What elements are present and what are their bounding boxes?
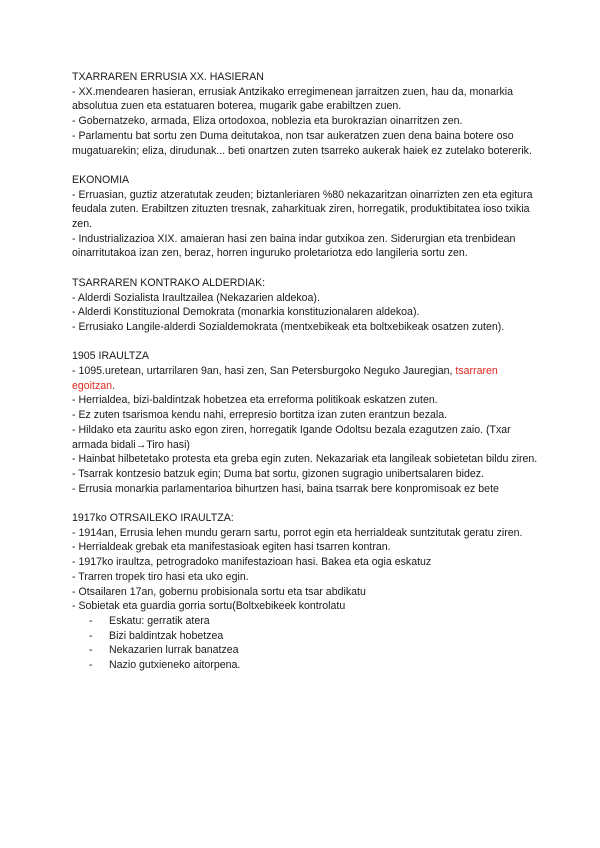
paragraph: - Sobietak eta guardia gorria sortu(Boltxebikeek kontrolatu xyxy=(72,600,346,613)
paragraph: - Hildako eta zauritu asko egon ziren, horregatik Igande Odoltsu bezala ezagutzen zaio. (Txar armada bidali→Tiro hasi) xyxy=(72,423,511,451)
section-1905-iraultza xyxy=(72,349,542,496)
list-item: - Nazio gutxieneko aitorpena. xyxy=(89,658,542,673)
section-heading: 1905 IRAULTZA xyxy=(72,350,149,363)
paragraph-with-highlight xyxy=(72,364,542,393)
paragraph: - 1914an, Errusia lehen mundu gerarn sartu, porrot egin eta herrialdeak suntzitutak geratu ziren. xyxy=(72,526,523,539)
paragraph: - XX.mendearen hasieran, errusiak Antzikako erregimenean jarraitzen zuen, hau da, monarkia absolutua zuen eta estatuaren boterea, mugarik gabe erabiltzen zuen. xyxy=(72,85,514,113)
section-heading: TXARRAREN ERRUSIA XX. HASIERAN xyxy=(72,71,264,83)
paragraph: - Gobernatzeko, armada, Eliza ortodoxoa, noblezia eta burokrazian oinarritzen zen. xyxy=(72,115,463,128)
paragraph: - Herrialdea, bizi-baldintzak hobetzea eta erreforma politikoak eskatzen zuten. xyxy=(72,394,438,407)
paragraph: - Otsailaren 17an, gobernu probisionala sortu eta tsar abdikatu xyxy=(72,585,366,598)
paragraph: - Parlamentu bat sortu zen Duma deitutakoa, non tsar aukeratzen zuen dena baina botere oso mugatuarekin; eliza, dirudunak... beti onartzen zuten tsarreko aukerak haiek ez zutelako botererik. xyxy=(72,129,532,157)
document-body xyxy=(72,70,542,687)
paragraph: - Alderdi Konstituzional Demokrata (monarkia konstituzionalaren aldekoa). xyxy=(72,306,420,319)
paragraph: - Alderdi Sozialista Iraultzailea (Nekazarien aldekoa). xyxy=(72,291,320,304)
section-kontrako-alderdiak xyxy=(72,276,542,335)
paragraph: - Herrialdeak grebak eta manifestasioak egiten hasi tsarren kontran. xyxy=(72,541,391,554)
section-txarraren-errusia xyxy=(72,70,542,158)
highlighted-text: tsarraren egoitzan xyxy=(72,365,498,392)
paragraph: - Tsarrak kontzesio batzuk egin; Duma bat sortu, gizonen sugragio unibertsalaren bidez. xyxy=(72,467,485,480)
paragraph: - 1917ko iraultza, petrogradoko manifestazioan hasi. Bakea eta ogia eskatuz xyxy=(72,556,432,569)
paragraph: - Hainbat hilbetetako protesta eta greba egin zuten. Nekazariak eta langileak sobietetan bildu ziren. xyxy=(72,453,538,466)
paragraph-text: - 1095.uretean, urtarrilaren 9an, hasi zen, San Petersburgoko Neguko Jauregian, xyxy=(72,365,456,378)
section-heading: TSARRAREN KONTRAKO ALDERDIAK: xyxy=(72,276,266,289)
paragraph: - Industrializazioa XIX. amaieran hasi zen baina indar gutxikoa zen. Siderurgian eta trenbidean oinarritutakoa izan zen, beraz, horren inguruko proletariotza edo langileria sortu zen. xyxy=(72,232,516,260)
section-heading: EKONOMIA xyxy=(72,173,130,186)
section-ekonomia xyxy=(72,173,542,261)
sub-list xyxy=(72,614,542,673)
list-item: - Eskatu: gerratik atera xyxy=(89,614,542,629)
paragraph: - Errusiako Langile-alderdi Sozialdemokrata (mentxebikeak eta boltxebikeak osatzen zuten). xyxy=(72,320,505,333)
paragraph: - Ez zuten tsarismoa kendu nahi, errepresio bortitza izan zuten erantzun bezala. xyxy=(72,409,448,422)
list-item: - Bizi baldintzak hobetzea xyxy=(89,629,542,644)
paragraph: - Errusia monarkia parlamentarioa bihurtzen hasi, baina tsarrak bere konpromisoak ez bete xyxy=(72,482,499,495)
list-item: - Nekazarien lurrak banatzea xyxy=(89,643,542,658)
paragraph: - Erruasian, guztiz atzeratutak zeuden; biztanleriaren %80 nekazaritzan oinarrizten zen eta egitura feudala zuten. Erabiltzen zituzten tresnak, zaharkituak ziren, horregatik, produktibitatea ioso txikia zen. xyxy=(72,188,533,231)
section-heading: 1917ko OTRSAILEKO IRAULTZA: xyxy=(72,512,234,525)
paragraph: - Trarren tropek tiro hasi eta uko egin. xyxy=(72,570,249,583)
paragraph-tail: . xyxy=(112,379,116,392)
section-1917-otsaileko-iraultza xyxy=(72,511,542,673)
